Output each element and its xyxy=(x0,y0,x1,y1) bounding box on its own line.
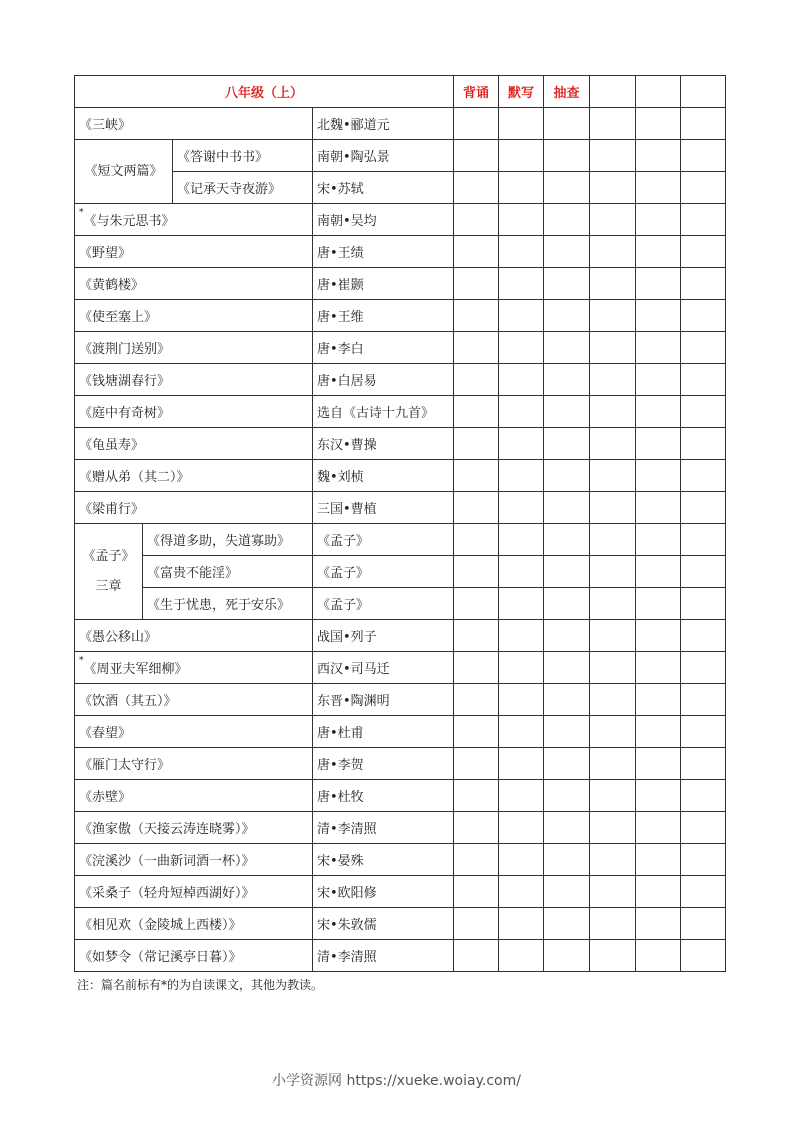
text-author: 南朝•陶弘景 xyxy=(313,140,454,172)
text-title: 《赠从弟（其二）》 xyxy=(75,460,313,492)
check-cell[interactable] xyxy=(590,332,636,364)
check-cell[interactable] xyxy=(681,460,726,492)
check-cell[interactable] xyxy=(454,748,499,780)
table-row xyxy=(75,940,726,972)
check-cell[interactable] xyxy=(636,684,681,716)
check-cell[interactable] xyxy=(544,332,590,364)
text-author: 东晋•陶渊明 xyxy=(313,684,454,716)
source-footer: 小学资源网 https://xueke.woiay.com/ xyxy=(272,1073,521,1089)
check-cell[interactable] xyxy=(499,716,544,748)
text-title: 《富贵不能淫》 xyxy=(143,556,313,588)
table-row xyxy=(75,268,726,300)
group-label-line: 三章 xyxy=(95,578,122,594)
check-cell[interactable] xyxy=(454,620,499,652)
check-cell[interactable] xyxy=(454,940,499,972)
blank-header-cell xyxy=(636,76,681,108)
table-row xyxy=(75,556,726,588)
check-cell[interactable] xyxy=(681,300,726,332)
text-title-cell xyxy=(75,204,313,236)
check-cell[interactable] xyxy=(681,748,726,780)
self-study-mark: * xyxy=(79,208,84,218)
check-cell[interactable] xyxy=(454,844,499,876)
table-row xyxy=(75,396,726,428)
text-author: 宋•欧阳修 xyxy=(313,876,454,908)
text-author: 西汉•司马迁 xyxy=(313,652,454,684)
check-cell[interactable] xyxy=(499,844,544,876)
check-cell[interactable] xyxy=(544,844,590,876)
check-cell[interactable] xyxy=(590,268,636,300)
check-cell[interactable] xyxy=(454,172,499,204)
check-cell[interactable] xyxy=(681,492,726,524)
check-cell[interactable] xyxy=(590,716,636,748)
check-cell[interactable] xyxy=(590,812,636,844)
check-cell[interactable] xyxy=(681,716,726,748)
check-cell[interactable] xyxy=(681,588,726,620)
check-cell[interactable] xyxy=(544,236,590,268)
check-cell[interactable] xyxy=(454,140,499,172)
check-cell[interactable] xyxy=(590,908,636,940)
check-cell[interactable] xyxy=(454,780,499,812)
check-cell[interactable] xyxy=(636,460,681,492)
check-cell[interactable] xyxy=(590,172,636,204)
text-title: 《庭中有奇树》 xyxy=(75,396,313,428)
table-row xyxy=(75,172,726,204)
check-cell[interactable] xyxy=(681,140,726,172)
table-row xyxy=(75,524,726,556)
check-cell[interactable] xyxy=(590,204,636,236)
text-title: 《雁门太守行》 xyxy=(75,748,313,780)
check-cell[interactable] xyxy=(636,300,681,332)
check-cell[interactable] xyxy=(681,268,726,300)
check-cell[interactable] xyxy=(681,812,726,844)
recitation-checklist-table xyxy=(74,75,726,972)
text-title: 《渔家傲（天接云涛连晓雾）》 xyxy=(75,812,313,844)
check-cell[interactable] xyxy=(454,876,499,908)
table-row xyxy=(75,428,726,460)
text-author: 唐•王维 xyxy=(313,300,454,332)
text-title: 《采桑子（轻舟短棹西湖好）》 xyxy=(75,876,313,908)
footnote: 注：篇名前标有*的为自读课文，其他为教读。 xyxy=(77,978,324,992)
check-cell[interactable] xyxy=(636,812,681,844)
check-cell[interactable] xyxy=(590,588,636,620)
table-row xyxy=(75,684,726,716)
check-cell[interactable] xyxy=(590,940,636,972)
text-author: 唐•杜牧 xyxy=(313,780,454,812)
table-row xyxy=(75,748,726,780)
table-row xyxy=(75,620,726,652)
table-row xyxy=(75,236,726,268)
check-cell[interactable] xyxy=(636,172,681,204)
column-spot-check: 抽查 xyxy=(544,76,590,108)
text-author: 选自《古诗十九首》 xyxy=(313,396,454,428)
check-cell[interactable] xyxy=(681,684,726,716)
text-author: 《孟子》 xyxy=(313,556,454,588)
check-cell[interactable] xyxy=(544,652,590,684)
text-title: 《三峡》 xyxy=(75,108,313,140)
check-cell[interactable] xyxy=(636,620,681,652)
check-cell[interactable] xyxy=(499,556,544,588)
table-row xyxy=(75,364,726,396)
check-cell[interactable] xyxy=(636,940,681,972)
check-cell[interactable] xyxy=(590,396,636,428)
check-cell[interactable] xyxy=(636,492,681,524)
table-row xyxy=(75,780,726,812)
table-row xyxy=(75,492,726,524)
check-cell[interactable] xyxy=(499,204,544,236)
check-cell[interactable] xyxy=(544,620,590,652)
check-cell[interactable] xyxy=(544,524,590,556)
check-cell[interactable] xyxy=(499,908,544,940)
text-title: 《相见欢（金陵城上西楼）》 xyxy=(75,908,313,940)
check-cell[interactable] xyxy=(454,108,499,140)
table-row xyxy=(75,652,726,684)
self-study-mark: * xyxy=(79,656,84,666)
check-cell[interactable] xyxy=(499,236,544,268)
check-cell[interactable] xyxy=(590,620,636,652)
check-cell[interactable] xyxy=(681,332,726,364)
check-cell[interactable] xyxy=(499,748,544,780)
check-cell[interactable] xyxy=(454,460,499,492)
column-recite: 背诵 xyxy=(454,76,499,108)
text-title: 《赤壁》 xyxy=(75,780,313,812)
check-cell[interactable] xyxy=(681,844,726,876)
check-cell[interactable] xyxy=(636,780,681,812)
column-dictate: 默写 xyxy=(499,76,544,108)
check-cell[interactable] xyxy=(454,652,499,684)
check-cell[interactable] xyxy=(681,556,726,588)
check-cell[interactable] xyxy=(636,236,681,268)
check-cell[interactable] xyxy=(636,524,681,556)
blank-header-cell xyxy=(590,76,636,108)
check-cell[interactable] xyxy=(590,300,636,332)
check-cell[interactable] xyxy=(681,620,726,652)
check-cell[interactable] xyxy=(454,204,499,236)
check-cell[interactable] xyxy=(636,332,681,364)
text-author: 《孟子》 xyxy=(313,524,454,556)
check-cell[interactable] xyxy=(454,716,499,748)
text-title: 《钱塘湖春行》 xyxy=(75,364,313,396)
text-title: 《渡荆门送别》 xyxy=(75,332,313,364)
table-row xyxy=(75,716,726,748)
header-row xyxy=(75,76,726,108)
check-cell[interactable] xyxy=(499,812,544,844)
check-cell[interactable] xyxy=(544,684,590,716)
text-author: 南朝•吴均 xyxy=(313,204,454,236)
check-cell[interactable] xyxy=(499,620,544,652)
check-cell[interactable] xyxy=(544,140,590,172)
check-cell[interactable] xyxy=(636,716,681,748)
check-cell[interactable] xyxy=(590,748,636,780)
check-cell[interactable] xyxy=(454,364,499,396)
check-cell[interactable] xyxy=(499,780,544,812)
check-cell[interactable] xyxy=(499,876,544,908)
check-cell[interactable] xyxy=(544,492,590,524)
check-cell[interactable] xyxy=(499,268,544,300)
check-cell[interactable] xyxy=(681,940,726,972)
text-author: 战国•列子 xyxy=(313,620,454,652)
check-cell[interactable] xyxy=(636,908,681,940)
check-cell[interactable] xyxy=(590,684,636,716)
check-cell[interactable] xyxy=(544,876,590,908)
text-title: 《愚公移山》 xyxy=(75,620,313,652)
group-label-line: 《孟子》 xyxy=(82,548,135,564)
text-author: 唐•王绩 xyxy=(313,236,454,268)
text-title: 《得道多助，失道寡助》 xyxy=(143,524,313,556)
check-cell[interactable] xyxy=(499,300,544,332)
check-cell[interactable] xyxy=(681,524,726,556)
check-cell[interactable] xyxy=(544,460,590,492)
check-cell[interactable] xyxy=(499,428,544,460)
check-cell[interactable] xyxy=(544,748,590,780)
check-cell[interactable] xyxy=(590,780,636,812)
check-cell[interactable] xyxy=(636,556,681,588)
check-cell[interactable] xyxy=(590,844,636,876)
text-author: 三国•曹植 xyxy=(313,492,454,524)
text-author: 唐•崔颢 xyxy=(313,268,454,300)
check-cell[interactable] xyxy=(636,108,681,140)
check-cell[interactable] xyxy=(681,396,726,428)
check-cell[interactable] xyxy=(499,940,544,972)
check-cell[interactable] xyxy=(544,396,590,428)
check-cell[interactable] xyxy=(454,268,499,300)
check-cell[interactable] xyxy=(590,428,636,460)
text-author: 唐•李贺 xyxy=(313,748,454,780)
blank-header-cell xyxy=(681,76,726,108)
check-cell[interactable] xyxy=(544,908,590,940)
check-cell[interactable] xyxy=(499,684,544,716)
table-row xyxy=(75,812,726,844)
text-title: 《黄鹤楼》 xyxy=(75,268,313,300)
text-author: 《孟子》 xyxy=(313,588,454,620)
check-cell[interactable] xyxy=(590,364,636,396)
text-title: 《梁甫行》 xyxy=(75,492,313,524)
text-title: 《龟虽寿》 xyxy=(75,428,313,460)
grade-title: 八年级（上） xyxy=(75,76,454,108)
check-cell[interactable] xyxy=(454,236,499,268)
check-cell[interactable] xyxy=(681,876,726,908)
check-cell[interactable] xyxy=(636,844,681,876)
table-row xyxy=(75,332,726,364)
text-author: 北魏•郦道元 xyxy=(313,108,454,140)
check-cell[interactable] xyxy=(681,364,726,396)
check-cell[interactable] xyxy=(544,812,590,844)
check-cell[interactable] xyxy=(454,524,499,556)
check-cell[interactable] xyxy=(499,332,544,364)
check-cell[interactable] xyxy=(499,108,544,140)
check-cell[interactable] xyxy=(454,556,499,588)
check-cell[interactable] xyxy=(544,364,590,396)
check-cell[interactable] xyxy=(590,652,636,684)
check-cell[interactable] xyxy=(499,492,544,524)
table-row xyxy=(75,460,726,492)
check-cell[interactable] xyxy=(544,716,590,748)
check-cell[interactable] xyxy=(454,332,499,364)
check-cell[interactable] xyxy=(499,364,544,396)
check-cell[interactable] xyxy=(636,876,681,908)
check-cell[interactable] xyxy=(636,204,681,236)
table-row xyxy=(75,140,726,172)
check-cell[interactable] xyxy=(636,268,681,300)
text-title: 《答谢中书书》 xyxy=(173,140,313,172)
check-cell[interactable] xyxy=(499,460,544,492)
text-title: 《浣溪沙（一曲新词酒一杯）》 xyxy=(75,844,313,876)
group-label xyxy=(75,524,143,620)
check-cell[interactable] xyxy=(544,108,590,140)
table-row xyxy=(75,876,726,908)
text-title: 《生于忧患，死于安乐》 xyxy=(143,588,313,620)
check-cell[interactable] xyxy=(681,780,726,812)
check-cell[interactable] xyxy=(681,172,726,204)
text-title: 《周亚夫军细柳》 xyxy=(83,662,188,677)
check-cell[interactable] xyxy=(454,396,499,428)
check-cell[interactable] xyxy=(544,172,590,204)
text-author: 唐•杜甫 xyxy=(313,716,454,748)
text-title: 《野望》 xyxy=(75,236,313,268)
check-cell[interactable] xyxy=(590,236,636,268)
check-cell[interactable] xyxy=(499,652,544,684)
text-author: 东汉•曹操 xyxy=(313,428,454,460)
check-cell[interactable] xyxy=(590,556,636,588)
check-cell[interactable] xyxy=(454,908,499,940)
check-cell[interactable] xyxy=(499,524,544,556)
text-author: 宋•晏殊 xyxy=(313,844,454,876)
text-title: 《春望》 xyxy=(75,716,313,748)
check-cell[interactable] xyxy=(499,172,544,204)
check-cell[interactable] xyxy=(636,748,681,780)
check-cell[interactable] xyxy=(681,652,726,684)
text-title: 《记承天寺夜游》 xyxy=(173,172,313,204)
check-cell[interactable] xyxy=(590,876,636,908)
group-label: 《短文两篇》 xyxy=(75,140,173,204)
check-cell[interactable] xyxy=(454,428,499,460)
table-row xyxy=(75,108,726,140)
text-author: 宋•苏轼 xyxy=(313,172,454,204)
text-title: 《与朱元思书》 xyxy=(83,214,175,229)
check-cell[interactable] xyxy=(544,204,590,236)
check-cell[interactable] xyxy=(681,108,726,140)
table-row xyxy=(75,204,726,236)
text-author: 唐•李白 xyxy=(313,332,454,364)
table-row xyxy=(75,908,726,940)
check-cell[interactable] xyxy=(499,588,544,620)
text-title: 《使至塞上》 xyxy=(75,300,313,332)
check-cell[interactable] xyxy=(454,588,499,620)
table-row xyxy=(75,588,726,620)
check-cell[interactable] xyxy=(544,780,590,812)
check-cell[interactable] xyxy=(681,236,726,268)
check-cell[interactable] xyxy=(454,300,499,332)
table-row xyxy=(75,300,726,332)
text-title: 《饮酒（其五）》 xyxy=(75,684,313,716)
check-cell[interactable] xyxy=(454,492,499,524)
check-cell[interactable] xyxy=(636,588,681,620)
text-author: 宋•朱敦儒 xyxy=(313,908,454,940)
check-cell[interactable] xyxy=(544,300,590,332)
check-cell[interactable] xyxy=(454,812,499,844)
check-cell[interactable] xyxy=(681,908,726,940)
check-cell[interactable] xyxy=(590,108,636,140)
check-cell[interactable] xyxy=(681,204,726,236)
check-cell[interactable] xyxy=(636,428,681,460)
text-author: 魏•刘桢 xyxy=(313,460,454,492)
check-cell[interactable] xyxy=(590,460,636,492)
check-cell[interactable] xyxy=(544,588,590,620)
check-cell[interactable] xyxy=(636,140,681,172)
text-title: 《如梦令（常记溪亭日暮）》 xyxy=(75,940,313,972)
check-cell[interactable] xyxy=(544,556,590,588)
check-cell[interactable] xyxy=(636,652,681,684)
check-cell[interactable] xyxy=(590,492,636,524)
check-cell[interactable] xyxy=(544,940,590,972)
check-cell[interactable] xyxy=(499,140,544,172)
text-title-cell xyxy=(75,652,313,684)
check-cell[interactable] xyxy=(636,364,681,396)
check-cell[interactable] xyxy=(590,524,636,556)
check-cell[interactable] xyxy=(636,396,681,428)
text-author: 清•李清照 xyxy=(313,940,454,972)
text-author: 清•李清照 xyxy=(313,812,454,844)
check-cell[interactable] xyxy=(590,140,636,172)
text-author: 唐•白居易 xyxy=(313,364,454,396)
table-row xyxy=(75,844,726,876)
check-cell[interactable] xyxy=(681,428,726,460)
check-cell[interactable] xyxy=(454,684,499,716)
check-cell[interactable] xyxy=(544,428,590,460)
check-cell[interactable] xyxy=(544,268,590,300)
check-cell[interactable] xyxy=(499,396,544,428)
